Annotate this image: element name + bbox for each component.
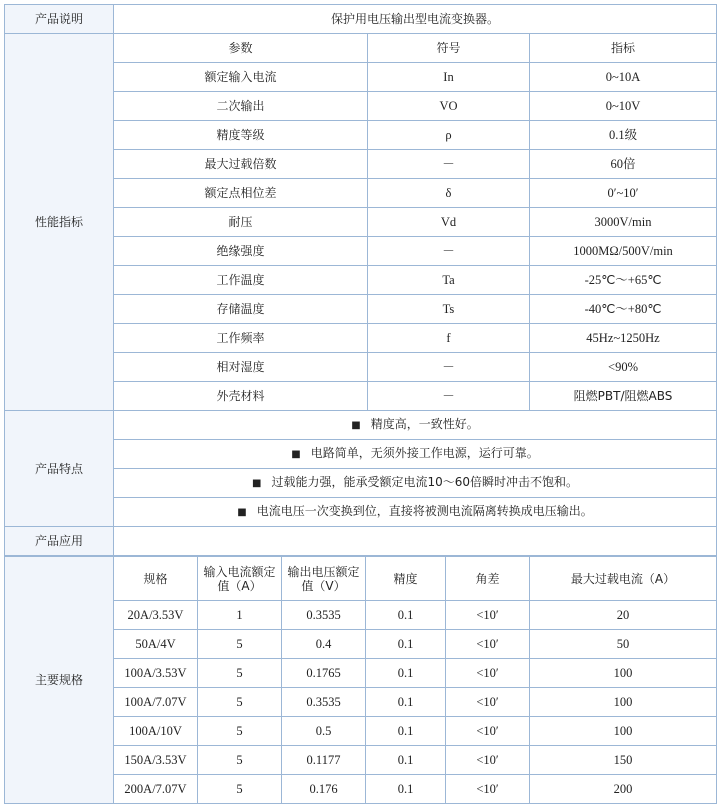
feature-item [114, 498, 717, 527]
param-cell: 最大过载倍数 [114, 150, 368, 179]
input-current-cell: 1 [198, 601, 282, 630]
model-cell: 100A/7.07V [114, 688, 198, 717]
bullet-square-icon: ■ [291, 449, 301, 460]
param-cell: 外壳材料 [114, 382, 368, 411]
max-overload-cell: 150 [530, 746, 717, 775]
performance-header-value: 指标 [530, 34, 717, 63]
accuracy-cell: 0.1 [366, 746, 446, 775]
feature-text: 精度高，一致性好。 [370, 417, 479, 431]
param-cell: 额定点相位差 [114, 179, 368, 208]
specs-header-model: 规格 [114, 557, 198, 601]
application-label: 产品应用 [5, 527, 114, 556]
input-current-cell: 5 [198, 688, 282, 717]
intro-row [5, 5, 717, 34]
symbol-cell: ρ [368, 121, 530, 150]
specs-header-output-voltage: 输出电压额定值（V） [282, 557, 366, 601]
value-cell: 60倍 [530, 150, 717, 179]
application-row [5, 527, 717, 556]
symbol-cell: Ta [368, 266, 530, 295]
performance-header-row [5, 34, 717, 63]
specs-header-accuracy: 精度 [366, 557, 446, 601]
performance-header-symbol: 符号 [368, 34, 530, 63]
specs-label: 主要规格 [5, 557, 114, 804]
model-cell: 200A/7.07V [114, 775, 198, 804]
value-cell: 0.1级 [530, 121, 717, 150]
output-voltage-cell: 0.5 [282, 717, 366, 746]
product-info-table [4, 4, 717, 556]
application-text [114, 527, 717, 556]
symbol-cell: － [368, 382, 530, 411]
specs-table [4, 556, 717, 804]
accuracy-cell: 0.1 [366, 717, 446, 746]
param-cell: 工作温度 [114, 266, 368, 295]
symbol-cell: － [368, 353, 530, 382]
angle-error-cell: <10′ [446, 659, 530, 688]
value-cell: -25℃～+65℃ [530, 266, 717, 295]
output-voltage-cell: 0.1177 [282, 746, 366, 775]
model-cell: 150A/3.53V [114, 746, 198, 775]
feature-row [5, 411, 717, 440]
output-voltage-cell: 0.4 [282, 630, 366, 659]
bullet-square-icon: ■ [252, 478, 262, 489]
bullet-square-icon: ■ [351, 420, 361, 431]
feature-text: 电路简单，无须外接工作电源，运行可靠。 [310, 446, 539, 460]
symbol-cell: Vd [368, 208, 530, 237]
symbol-cell: － [368, 237, 530, 266]
max-overload-cell: 100 [530, 688, 717, 717]
feature-text: 电流电压一次变换到位，直接将被测电流隔离转换成电压输出。 [256, 504, 593, 518]
angle-error-cell: <10′ [446, 717, 530, 746]
bullet-square-icon: ■ [237, 507, 247, 518]
value-cell: -40℃～+80℃ [530, 295, 717, 324]
max-overload-cell: 20 [530, 601, 717, 630]
value-cell: 45Hz~1250Hz [530, 324, 717, 353]
value-cell: 0′~10′ [530, 179, 717, 208]
value-cell: 3000V/min [530, 208, 717, 237]
param-cell: 二次输出 [114, 92, 368, 121]
param-cell: 绝缘强度 [114, 237, 368, 266]
feature-item [114, 411, 717, 440]
input-current-cell: 5 [198, 746, 282, 775]
symbol-cell: － [368, 150, 530, 179]
angle-error-cell: <10′ [446, 746, 530, 775]
output-voltage-cell: 0.3535 [282, 601, 366, 630]
accuracy-cell: 0.1 [366, 659, 446, 688]
feature-text: 过载能力强，能承受额定电流10～60倍瞬时冲击不饱和。 [271, 475, 579, 489]
symbol-cell: δ [368, 179, 530, 208]
param-cell: 相对湿度 [114, 353, 368, 382]
output-voltage-cell: 0.3535 [282, 688, 366, 717]
angle-error-cell: <10′ [446, 688, 530, 717]
param-cell: 存储温度 [114, 295, 368, 324]
performance-header-param: 参数 [114, 34, 368, 63]
input-current-cell: 5 [198, 659, 282, 688]
accuracy-cell: 0.1 [366, 630, 446, 659]
model-cell: 100A/3.53V [114, 659, 198, 688]
output-voltage-cell: 0.1765 [282, 659, 366, 688]
accuracy-cell: 0.1 [366, 688, 446, 717]
feature-item [114, 469, 717, 498]
value-cell: 1000MΩ/500V/min [530, 237, 717, 266]
specs-header-max-overload: 最大过载电流（A） [530, 557, 717, 601]
performance-label: 性能指标 [5, 34, 114, 411]
angle-error-cell: <10′ [446, 630, 530, 659]
max-overload-cell: 50 [530, 630, 717, 659]
max-overload-cell: 200 [530, 775, 717, 804]
model-cell: 50A/4V [114, 630, 198, 659]
accuracy-cell: 0.1 [366, 601, 446, 630]
input-current-cell: 5 [198, 630, 282, 659]
angle-error-cell: <10′ [446, 775, 530, 804]
value-cell: <90% [530, 353, 717, 382]
max-overload-cell: 100 [530, 717, 717, 746]
max-overload-cell: 100 [530, 659, 717, 688]
input-current-cell: 5 [198, 775, 282, 804]
symbol-cell: f [368, 324, 530, 353]
symbol-cell: In [368, 63, 530, 92]
feature-item [114, 440, 717, 469]
output-voltage-cell: 0.176 [282, 775, 366, 804]
model-cell: 100A/10V [114, 717, 198, 746]
param-cell: 工作频率 [114, 324, 368, 353]
angle-error-cell: <10′ [446, 601, 530, 630]
features-label: 产品特点 [5, 411, 114, 527]
specs-header-row [5, 557, 717, 601]
value-cell: 0~10V [530, 92, 717, 121]
param-cell: 额定输入电流 [114, 63, 368, 92]
intro-text: 保护用电压输出型电流变换器。 [114, 5, 717, 34]
intro-label: 产品说明 [5, 5, 114, 34]
input-current-cell: 5 [198, 717, 282, 746]
symbol-cell: Ts [368, 295, 530, 324]
model-cell: 20A/3.53V [114, 601, 198, 630]
accuracy-cell: 0.1 [366, 775, 446, 804]
value-cell: 阻燃PBT/阻燃ABS [530, 382, 717, 411]
param-cell: 耐压 [114, 208, 368, 237]
param-cell: 精度等级 [114, 121, 368, 150]
specs-header-angle-error: 角差 [446, 557, 530, 601]
specs-header-input-current: 输入电流额定值（A） [198, 557, 282, 601]
value-cell: 0~10A [530, 63, 717, 92]
symbol-cell: VO [368, 92, 530, 121]
